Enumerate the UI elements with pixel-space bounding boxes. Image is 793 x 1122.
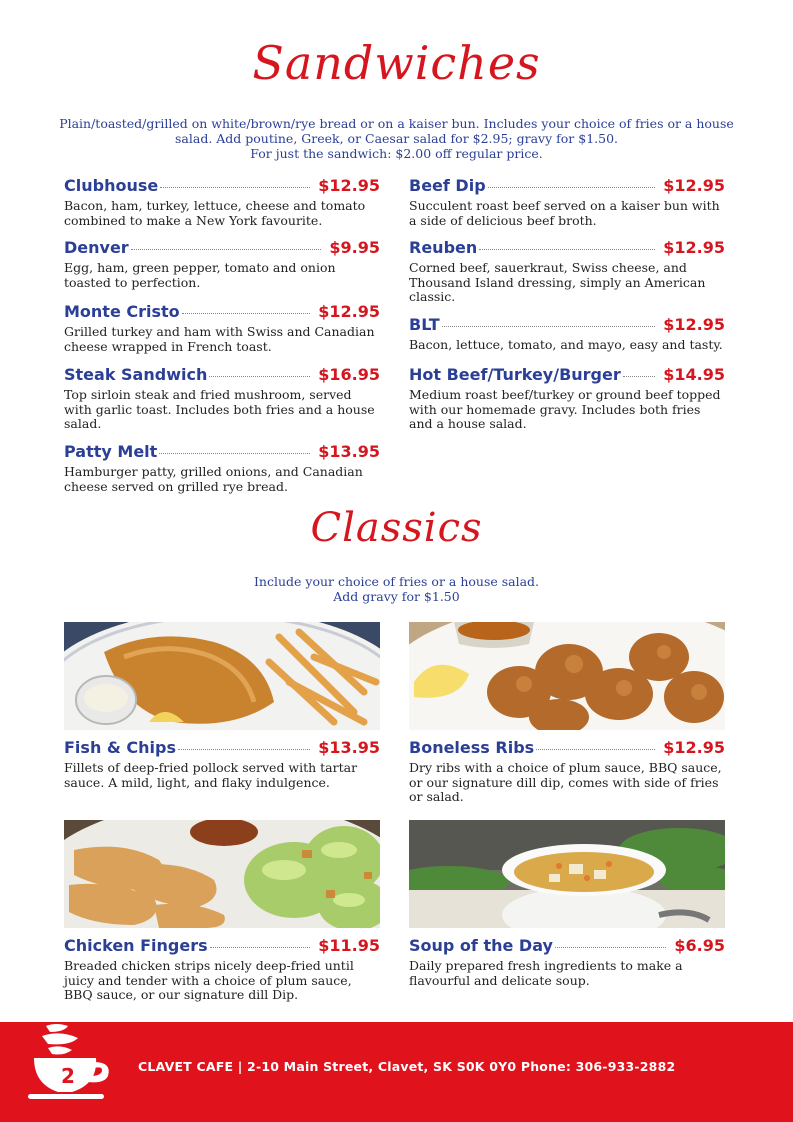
- leader-dots: [555, 947, 666, 948]
- soup-photo: [409, 820, 725, 928]
- item-price: $11.95: [318, 936, 380, 955]
- leader-dots: [536, 749, 655, 750]
- item-description: Breaded chicken strips nicely deep-fried until juicy and tender with a choice of plum sauce, BBQ sauce, or our signature dill Dip.: [64, 958, 354, 1002]
- classics-title: Classics: [310, 505, 483, 551]
- menu-item-fish-and-chips: [64, 738, 380, 790]
- menu-item-blt: [409, 315, 725, 353]
- boneless-ribs-photo: [409, 622, 725, 730]
- item-name: Beef Dip: [409, 176, 486, 195]
- menu-item-boneless-ribs: [409, 738, 725, 805]
- leader-dots: [210, 947, 311, 948]
- leader-dots: [159, 453, 310, 454]
- item-price: $9.95: [329, 238, 380, 257]
- item-description: Top sirloin steak and fried mushroom, served with garlic toast. Includes both fries and a house salad.: [64, 387, 375, 431]
- leader-dots: [488, 187, 656, 188]
- item-name: Reuben: [409, 238, 478, 257]
- leader-dots: [131, 249, 322, 250]
- item-description: Fillets of deep-fried pollock served with tartar sauce. A mild, light, and flaky indulgence.: [64, 760, 358, 790]
- item-description: Egg, ham, green pepper, tomato and onion toasted to perfection.: [64, 260, 336, 290]
- leader-dots: [209, 376, 310, 377]
- menu-item-denver: [64, 238, 380, 290]
- leader-dots: [160, 187, 310, 188]
- classics-intro-line: Add gravy for $1.50: [333, 589, 460, 604]
- item-name: BLT: [409, 315, 440, 334]
- item-price: $6.95: [674, 936, 725, 955]
- menu-item-clubhouse: [64, 176, 380, 228]
- menu-item-monte-cristo: [64, 302, 380, 354]
- leader-dots: [182, 313, 311, 314]
- leader-dots: [479, 249, 655, 250]
- item-description: Corned beef, sauerkraut, Swiss cheese, and Thousand Island dressing, simply an American classic.: [409, 260, 706, 304]
- classics-intro-line: Include your choice of fries or a house salad.: [253, 574, 540, 589]
- item-name: Chicken Fingers: [64, 936, 208, 955]
- menu-item-hot-beef-turkey-burger: [409, 365, 725, 432]
- sandwiches-intro-line: For just the sandwich: $2.00 off regular price.: [250, 146, 543, 161]
- item-price: $13.95: [318, 738, 380, 757]
- item-name: Clubhouse: [64, 176, 159, 195]
- item-price: $12.95: [663, 315, 725, 334]
- item-description: Dry ribs with a choice of plum sauce, BBQ sauce, or our signature dill dip, comes with side of fries or salad.: [409, 760, 722, 804]
- chicken-fingers-photo: [64, 820, 380, 928]
- footer-bar: [0, 1022, 793, 1122]
- item-description: Bacon, lettuce, tomato, and mayo, easy and tasty.: [409, 337, 723, 352]
- item-name: Boneless Ribs: [409, 738, 535, 757]
- item-name: Fish & Chips: [64, 738, 177, 757]
- item-price: $16.95: [318, 365, 380, 384]
- item-price: $12.95: [663, 738, 725, 757]
- item-name: Steak Sandwich: [64, 365, 208, 384]
- item-description: Succulent roast beef served on a kaiser bun with a side of delicious beef broth.: [409, 198, 720, 228]
- item-price: $13.95: [318, 442, 380, 461]
- menu-item-beef-dip: [409, 176, 725, 228]
- menu-item-soup-of-the-day: [409, 936, 725, 988]
- item-name: Denver: [64, 238, 129, 257]
- item-price: $12.95: [663, 238, 725, 257]
- item-description: Bacon, ham, turkey, lettuce, cheese and tomato combined to make a New York favourite.: [64, 198, 366, 228]
- classics-intro: [40, 574, 753, 604]
- leader-dots: [178, 749, 310, 750]
- sandwiches-intro-line: salad. Add poutine, Greek, or Caesar salad for $2.95; gravy for $1.50.: [175, 131, 618, 146]
- footer-contact-text: CLAVET CAFE | 2-10 Main Street, Clavet, SK S0K 0Y0 Phone: 306-933-2882: [138, 1059, 676, 1074]
- item-name: Hot Beef/Turkey/Burger: [409, 365, 621, 384]
- menu-item-reuben: [409, 238, 725, 305]
- sandwiches-title: Sandwiches: [252, 36, 541, 90]
- leader-dots: [623, 376, 656, 377]
- item-price: $12.95: [318, 302, 380, 321]
- item-name: Patty Melt: [64, 442, 158, 461]
- page-number: 2: [61, 1064, 75, 1088]
- item-name: Monte Cristo: [64, 302, 180, 321]
- menu-item-patty-melt: [64, 442, 380, 494]
- item-name: Soup of the Day: [409, 936, 553, 955]
- sandwiches-intro: [40, 116, 753, 161]
- item-description: Hamburger patty, grilled onions, and Canadian cheese served on grilled rye bread.: [64, 464, 363, 494]
- item-description: Daily prepared fresh ingredients to make a flavourful and delicate soup.: [409, 958, 683, 988]
- item-price: $12.95: [663, 176, 725, 195]
- sandwiches-intro-line: Plain/toasted/grilled on white/brown/rye bread or on a kaiser bun. Includes your choice of fries or a house: [59, 116, 734, 131]
- item-description: Grilled turkey and ham with Swiss and Canadian cheese wrapped in French toast.: [64, 324, 375, 354]
- item-description: Medium roast beef/turkey or ground beef topped with our homemade gravy. Includes both fries and a house salad.: [409, 387, 721, 431]
- leader-dots: [442, 326, 656, 327]
- fish-and-chips-photo: [64, 622, 380, 730]
- coffee-cup-icon: [24, 1022, 114, 1102]
- menu-item-chicken-fingers: [64, 936, 380, 1003]
- menu-item-steak-sandwich: [64, 365, 380, 432]
- item-price: $12.95: [318, 176, 380, 195]
- item-price: $14.95: [663, 365, 725, 384]
